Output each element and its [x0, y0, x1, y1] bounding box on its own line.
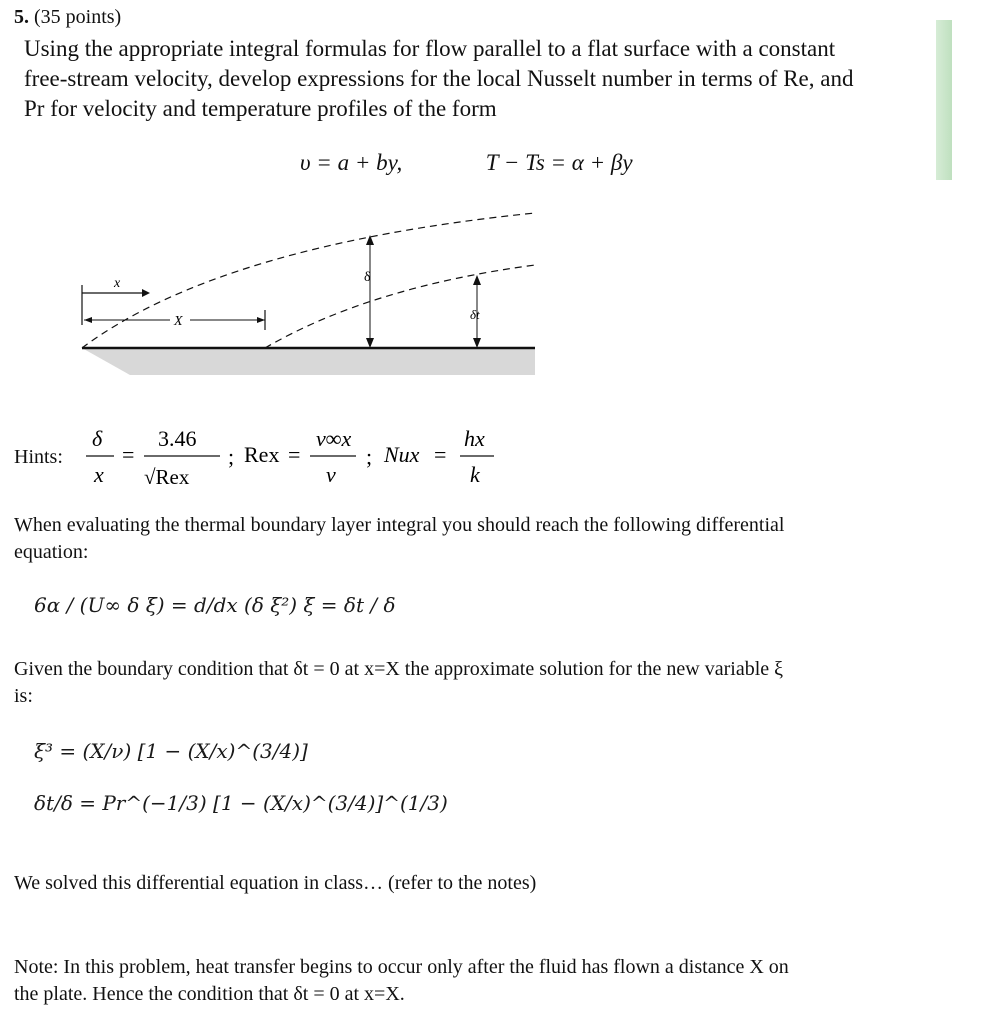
nu-lhs: Nux — [384, 442, 420, 467]
sep-2: ; — [366, 444, 373, 469]
handwritten-differential-equation — [30, 572, 510, 642]
boundary-layer-figure — [70, 205, 670, 375]
re-num: v∞x — [316, 426, 352, 451]
solution-line-1: ξ³ = (X/ν) [1 − (X/x)^(3/4)] — [34, 739, 308, 763]
diff-eq-text: 6α / (U∞ δ ξ) = d/dx (δ ξ²) ξ = δt / δ — [34, 593, 396, 617]
handwritten-solution — [30, 722, 510, 832]
statement-line-2: free-stream velocity, develop expressions for the local Nusselt number in terms of Re, and — [24, 66, 854, 91]
solved-note: We solved this differential equation in class… (refer to the notes) — [14, 872, 537, 894]
diff-eq-drawing — [30, 572, 510, 642]
solution-line-2: δt/δ = Pr^(−1/3) [1 − (X/x)^(3/4)]^(1/3) — [34, 791, 448, 815]
hints-label: Hints: — [14, 446, 63, 468]
note-line-1: Note: In this problem, heat transfer begins to occur only after the fluid has flown a distance X on — [14, 956, 789, 978]
hint-constant: 3.46 — [158, 426, 197, 451]
problem-header — [14, 6, 121, 29]
re-lhs: Rex — [244, 442, 280, 467]
profile-equations — [300, 150, 720, 176]
flat-plate — [82, 348, 535, 375]
hint-formulas — [84, 420, 534, 500]
X-label: X — [174, 314, 183, 329]
bc-line-2: is: — [14, 685, 33, 707]
statement-line-3: Pr for velocity and temperature profiles of the form — [24, 96, 497, 121]
sep-1: ; — [228, 444, 235, 469]
scan-highlight — [936, 20, 952, 180]
delta-over-x-den: x — [94, 462, 104, 487]
equals-2: = — [288, 442, 301, 467]
note-line-2: the plate. Hence the condition that δt = 0 at x=X. — [14, 983, 405, 1005]
delta-over-x-num: δ — [92, 426, 103, 451]
solution-drawing — [30, 722, 510, 832]
equals-3: = — [434, 442, 447, 467]
delta-t-label: δt — [470, 307, 480, 322]
problem-statement — [24, 34, 954, 124]
integral-line-1: When evaluating the thermal boundary layer integral you should reach the following differential — [14, 514, 785, 536]
hints — [14, 420, 534, 500]
velocity-boundary-layer — [82, 213, 535, 348]
final-note — [14, 954, 979, 1008]
sqrt-re: √Rex — [144, 465, 190, 489]
thermal-boundary-layer — [265, 265, 535, 348]
x-label: x — [114, 276, 121, 291]
problem-number: 5. — [14, 6, 29, 28]
nu-num: hx — [464, 426, 485, 451]
temperature-profile: T − Ts = α + βy — [485, 150, 633, 175]
nu-den: k — [470, 462, 480, 487]
bc-line-1: Given the boundary condition that δt = 0 at x=X the approximate solution for the new variable ξ — [14, 658, 784, 680]
delta-label: δ — [364, 270, 371, 285]
problem-points: (35 points) — [34, 6, 122, 28]
equals-1: = — [122, 442, 135, 467]
re-den: ν — [326, 462, 336, 487]
statement-line-1: Using the appropriate integral formulas for flow parallel to a flat surface with a constant — [24, 36, 836, 61]
velocity-profile: υ = a + by, — [300, 150, 403, 175]
integral-instruction — [14, 512, 974, 566]
boundary-condition-instruction — [14, 656, 979, 710]
integral-line-2: equation: — [14, 541, 89, 563]
